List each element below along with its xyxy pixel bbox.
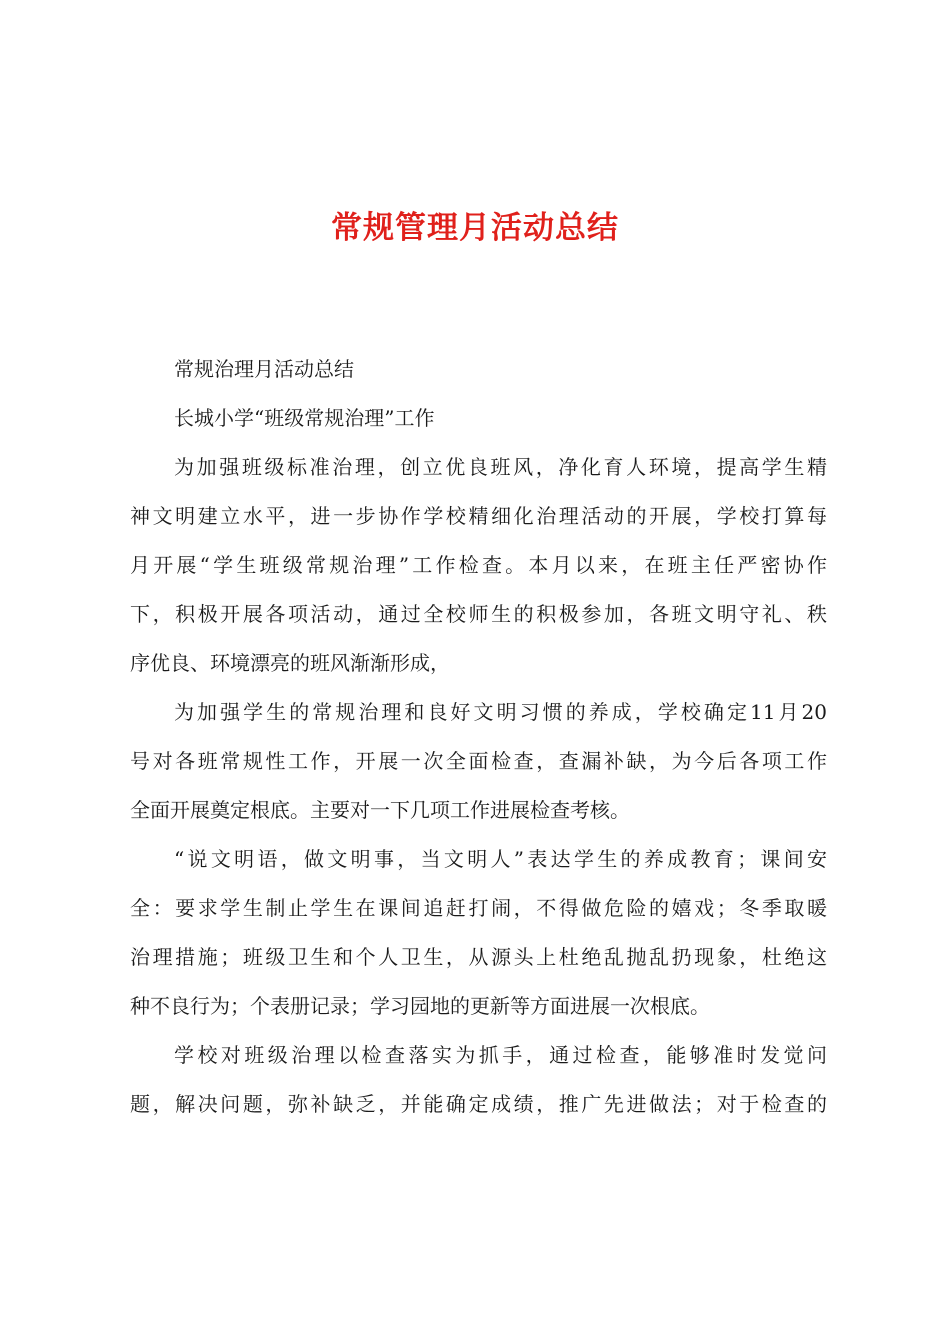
body-line: 下，积极开展各项活动，通过全校师生的积极参加，各班文明守礼、秩	[130, 602, 827, 626]
body-line: 题，解决问题，弥补缺乏，并能确定成绩，推广先进做法；对于检查的	[130, 1092, 827, 1116]
body-line: 学校对班级治理以检查落实为抓手，通过检查，能够准时发觉问	[174, 1043, 827, 1067]
body-line-subtitle: 常规治理月活动总结	[174, 357, 354, 381]
body-line: 神文明建立水平，进一步协作学校精细化治理活动的开展，学校打算每	[130, 504, 827, 528]
document-title: 常规管理月活动总结	[331, 210, 619, 246]
body-line: 全：要求学生制止学生在课间追赶打闹，不得做危险的嬉戏；冬季取暖	[130, 896, 827, 920]
document-body	[130, 345, 827, 1129]
body-line: 为加强班级标准治理，创立优良班风，净化育人环境，提高学生精	[174, 455, 827, 479]
body-line: “说文明语，做文明事，当文明人”表达学生的养成教育；课间安	[174, 847, 827, 871]
body-line: 号对各班常规性工作，开展一次全面检查，查漏补缺，为今后各项工作	[130, 749, 827, 773]
body-line: 治理措施；班级卫生和个人卫生，从源头上杜绝乱抛乱扔现象，杜绝这	[130, 945, 827, 969]
body-line: 序优良、环境漂亮的班风渐渐形成，	[130, 651, 450, 675]
body-line: 种不良行为；个表册记录；学习园地的更新等方面进展一次根底。	[130, 994, 710, 1018]
body-line: 月开展“学生班级常规治理”工作检查。本月以来，在班主任严密协作	[130, 553, 827, 577]
body-line: 为加强学生的常规治理和良好文明习惯的养成，学校确定11月20	[174, 700, 827, 724]
body-line: 全面开展奠定根底。主要对一下几项工作进展检查考核。	[130, 798, 630, 822]
body-line-school: 长城小学“班级常规治理”工作	[174, 406, 435, 430]
